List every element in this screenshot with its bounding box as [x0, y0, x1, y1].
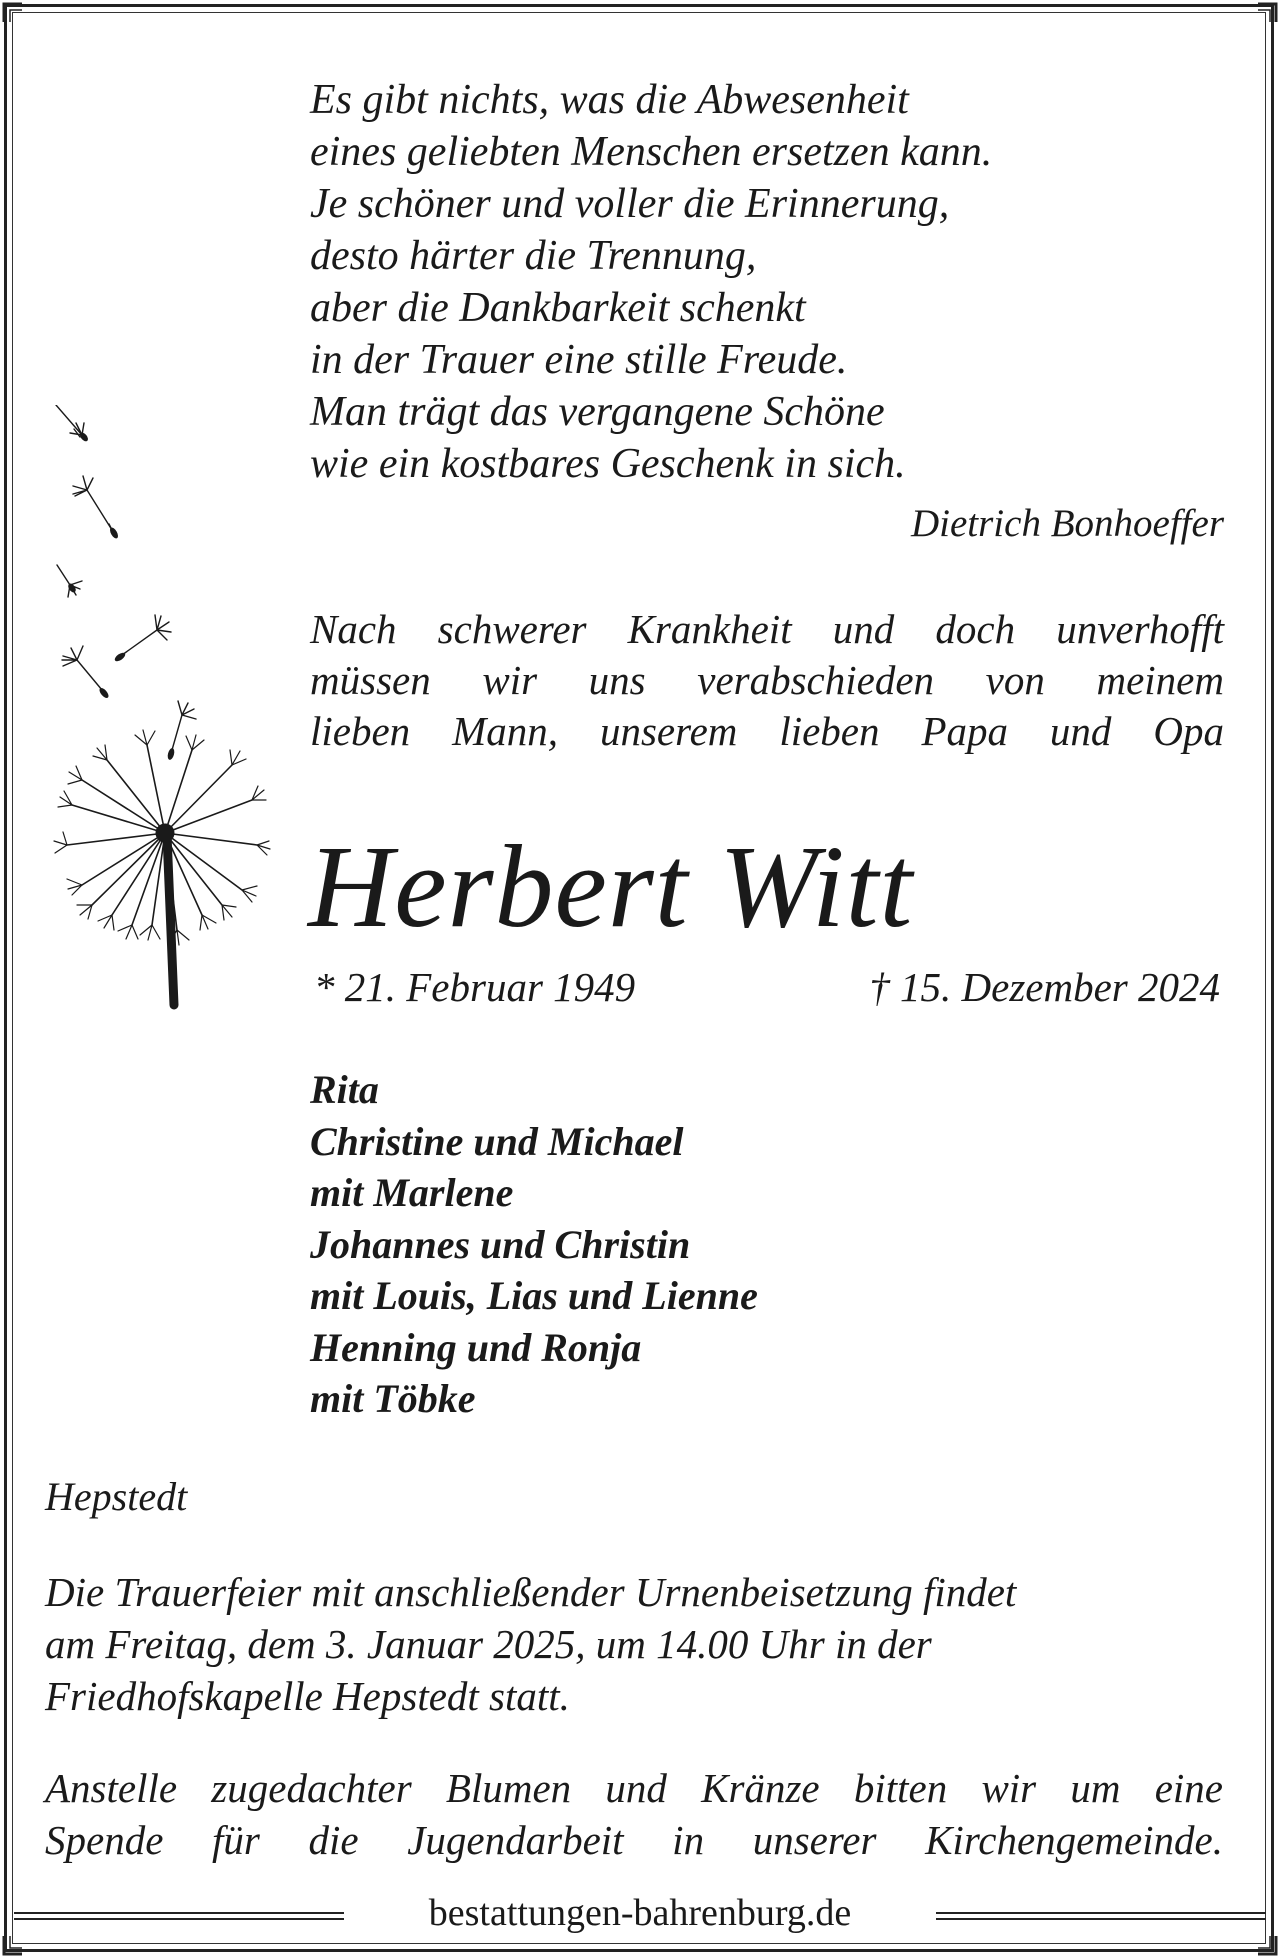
mourner-line: Henning und Ronja — [310, 1324, 642, 1370]
donation-line: Spende für die Jugendarbeit in unserer Kirchengemeinde. — [45, 1817, 1223, 1863]
birth-date: * 21. Februar 1949 — [314, 964, 636, 1010]
ceremony-line: Die Trauerfeier mit anschließender Urnenbeisetzung findet — [45, 1569, 1017, 1615]
mourner-line: mit Marlene — [310, 1170, 514, 1215]
poem-line: in der Trauer eine stille Freude. — [310, 337, 848, 383]
deceased-name: Herbert Witt — [308, 821, 914, 952]
poem-line: wie ein kostbares Geschenk in sich. — [310, 441, 906, 487]
mourner-line: Christine und Michael — [310, 1118, 684, 1164]
intro-line: Nach schwerer Krankheit und doch unverhofft — [310, 606, 1224, 652]
poem-line: Es gibt nichts, was die Abwesenheit — [310, 77, 909, 123]
mourner-line: mit Louis, Lias und Lienne — [310, 1273, 758, 1318]
ceremony-line: Friedhofskapelle Hepstedt statt. — [45, 1673, 570, 1719]
footer-website: bestattungen-bahrenburg.de — [411, 1892, 869, 1934]
ceremony-line: am Freitag, dem 3. Januar 2025, um 14.00 Uhr in der — [45, 1621, 932, 1667]
place-name: Hepstedt — [45, 1474, 188, 1519]
poem-line: Je schöner und voller die Erinnerung, — [310, 181, 950, 227]
death-date: † 15. Dezember 2024 — [869, 964, 1220, 1010]
mourner-line: Johannes und Christin — [310, 1221, 691, 1267]
poem-line: aber die Dankbarkeit schenkt — [310, 285, 806, 331]
poem-quote — [310, 74, 1230, 490]
poem-line: desto härter die Trennung, — [310, 233, 757, 279]
mourner-line: Rita — [310, 1067, 379, 1112]
poem-line: Man trägt das vergangene Schöne — [310, 389, 885, 435]
donation-line: Anstelle zugedachter Blumen und Kränze bitten wir um eine — [45, 1765, 1223, 1811]
donation-notice — [45, 1762, 1223, 1866]
ceremony-notice — [45, 1566, 1225, 1722]
intro-text — [310, 604, 1224, 757]
corner-ornament-top-left — [2, 2, 24, 24]
intro-line: lieben Mann, unserem lieben Papa und Opa — [310, 708, 1224, 754]
mourner-line: mit Töbke — [310, 1376, 476, 1421]
poem-line: eines geliebten Menschen ersetzen kann. — [310, 129, 993, 175]
intro-line: müssen wir uns verabschieden von meinem — [310, 657, 1224, 703]
dandelion-icon — [52, 405, 272, 1010]
mourners-list — [310, 1064, 758, 1425]
footer — [0, 1888, 1280, 1938]
corner-ornament-top-right — [1256, 2, 1278, 24]
poem-author: Dietrich Bonhoeffer — [910, 502, 1224, 545]
